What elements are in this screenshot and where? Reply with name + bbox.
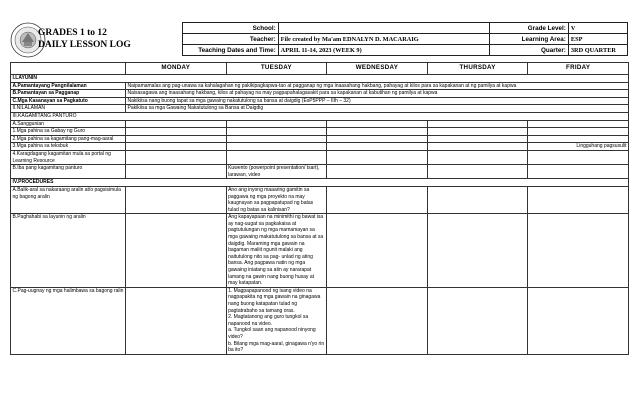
table-row	[11, 287, 629, 354]
teaching-dates-value: APRIL 11-14, 2023 (WEEK 9)	[278, 45, 489, 56]
table-row	[11, 105, 629, 113]
row-label: 3.Mga pahina sa teksbuk	[11, 143, 126, 151]
section-kagamitang: III.KAGAMITANG PANTURO	[11, 112, 629, 120]
table-row	[11, 179, 629, 187]
grade-level-value: V	[568, 23, 627, 34]
table-row	[11, 143, 629, 151]
table-row	[11, 97, 629, 105]
row-value: Naipamamalas ang pag-unawa sa kahalagahan ng pakikipagkapwa-tao at pagganap ng mga inaasahang hakbang, pahayag at kilos para sa kapakanan at ng pamilya at kapwa	[126, 82, 629, 90]
row-value: Pakikiisa sa mga Gawaing Nakatutulong sa Bansa at Daigdig	[126, 105, 629, 113]
row-label: C.Mga Kasanayan sa Pagkatuto	[11, 97, 126, 105]
quarter-label: Quarter:	[489, 45, 568, 56]
row-label: A.Sanggunian	[11, 120, 126, 128]
paghahabi-tuesday-value: Ang kapayapaan na minimithi ng bawat isa ay nag-uugat sa pagkakaisa at pagtutulungan ng mga mamamayan sa mga gawaing makatutulong sa bansa at sa daigdig. Maraming mga gawain na bagaman maliit ngunit malaki ang naitutulong nito sa pag- unlad ng ating bansa. Ang pagpawa natin ng mga gawaing iniatang sa atin ay nararapat lamang na gawin nang buong husay at may katapatan.	[226, 214, 327, 288]
day-wednesday: WEDNESDAY	[327, 63, 428, 75]
table-row	[11, 214, 629, 288]
teacher-label: Teacher:	[183, 34, 279, 45]
title-line-1: GRADES 1 to 12	[38, 28, 107, 38]
school-label: School:	[183, 23, 279, 34]
row-label: A.Balik-aral sa nakaraang aralin at/o pagsisimula ng bagong aralin	[11, 186, 126, 213]
day-monday: MONDAY	[126, 63, 227, 75]
section-layunin: I.LAYUNIN	[11, 75, 629, 83]
iba-pang-tuesday-value: Kuwento (powerpoint presentation/ tsart), larawan, video	[226, 165, 327, 179]
table-row	[11, 150, 629, 164]
table-row	[11, 120, 629, 128]
row-label: C.Pag-uugnay ng mga halimbawa sa bagong ralin	[11, 287, 126, 354]
table-row	[11, 75, 629, 83]
grade-level-label: Grade Level:	[489, 23, 568, 34]
quarter-value: 3RD QUARTER	[568, 45, 627, 56]
teaching-dates-label: Teaching Dates and Time:	[183, 45, 279, 56]
day-tuesday: TUESDAY	[226, 63, 327, 75]
learning-area-label: Learning Area:	[489, 34, 568, 45]
row-label: B.Paghahabi sa layunin ng aralin	[11, 214, 126, 288]
table-row	[11, 165, 629, 179]
row-value: Naisasagawa ang inaasahang hakbang, kilos at pahayag na may pagpapahalagasakit para sa kapakanan at kabutihan ng pamilya at kapwa	[126, 90, 629, 98]
row-value: Nakikiisa nang buong tapat sa mga gawaing nakatutulong sa bansa at daigdig (EsP5PPP – IIIh – 32)	[126, 97, 629, 105]
pag-uugnay-tuesday-value: 1. Magpapapanood ng isang video na nagpapakita ng mga gawain na ginagawa nang buong katapatan tulad ng pagtatrabaho sa tamang oras. 2. Magtatanong ang guro tungkol sa napanood na video. a. Tungkol saan ang napanood ninyong video? b. Bilang mga mag-aaral, ginagawa n'yo rin ba ito?	[226, 287, 327, 354]
balik-aral-tuesday-value: Ano ang inyong maaaring gamitin sa paggawa ng mga proyekto na may kaugnayan sa pagpapatupad ng batas tulad ng batas sa kalinisan?	[226, 186, 327, 213]
day-thursday: THURSDAY	[427, 63, 528, 75]
table-row	[11, 82, 629, 90]
table-row	[11, 112, 629, 120]
table-row	[11, 135, 629, 143]
section-procedures: IV.PROCEDURES	[11, 179, 629, 187]
day-friday: FRIDAY	[528, 63, 629, 75]
row-label: B.Iba pang kagamitang panturo	[11, 165, 126, 179]
day-header-row	[11, 63, 629, 75]
header-info-table	[182, 22, 628, 56]
document-title	[38, 27, 131, 51]
lesson-log-table	[10, 62, 629, 355]
row-label: A.Pamantayang Pangnilalaman	[11, 82, 126, 90]
table-row	[11, 128, 629, 136]
table-row	[11, 186, 629, 213]
teacher-value: File created by Ma'am EDNALYN D. MACARAIG	[278, 34, 489, 45]
header	[10, 22, 628, 58]
row-label: 2.Mga pahina sa kagamitang pang-mag-aaral	[11, 135, 126, 143]
row-label: B.Pamantayan sa Pagganap	[11, 90, 126, 98]
row-label: II.NILALAMAN	[11, 105, 126, 113]
row-label: 4.Karagdagang kagamitan mula sa portal ng Learning Resource	[11, 150, 126, 164]
school-value	[278, 23, 489, 34]
teksbuk-friday-value: Lingguhang pagsusulit	[528, 143, 629, 151]
row-label: 1.Mga pahina sa Gabay ng Guro	[11, 128, 126, 136]
table-row	[11, 90, 629, 98]
title-line-2: DAILY LESSON LOG	[38, 40, 131, 50]
learning-area-value: ESP	[568, 34, 627, 45]
